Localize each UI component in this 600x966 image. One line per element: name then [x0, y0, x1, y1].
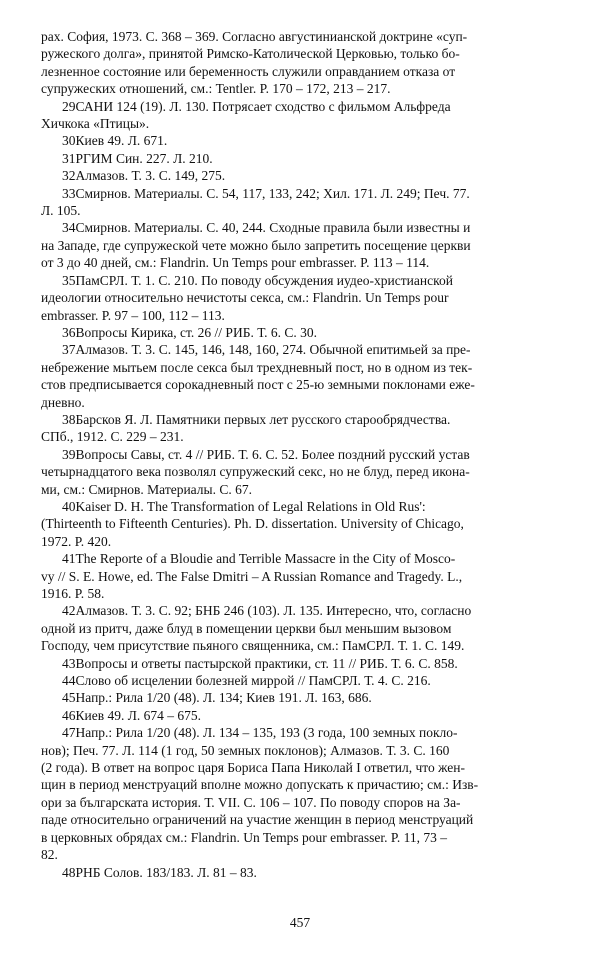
footnote-text: 1972. P. 420.	[41, 533, 112, 549]
footnote-number: 46	[62, 707, 76, 723]
footnote-number: 34	[62, 220, 76, 236]
footnote-text: на Западе, где супружеской чете можно было запретить посещение церкви	[41, 237, 471, 253]
footnote-text: четырнадцатого века позволял супружеский секс, но не блуд, перед икона-	[41, 464, 470, 480]
footnote-text: 1916. P. 58.	[41, 586, 105, 601]
footnote-text: Вопросы Кирика, ст. 26 // РИБ. Т. 6. С. 30.	[75, 324, 317, 340]
footnote-number: 47	[62, 725, 76, 741]
footnote-line	[41, 237, 557, 254]
footnote-line	[41, 45, 557, 62]
footnote-text: Киев 49. Л. 674 – 675.	[75, 707, 202, 723]
footnote-text: Барсков Я. Л. Памятники первых лет русского старообрядчества.	[75, 411, 451, 427]
footnote-text: СПб., 1912. С. 229 – 231.	[41, 429, 184, 445]
footnote-number: 37	[62, 342, 76, 358]
footnote-line	[41, 428, 557, 445]
footnote-text: Напр.: Рила 1/20 (48). Л. 134; Киев 191. Л. 163, 686.	[75, 690, 372, 706]
footnote-text: РГИМ Син. 227. Л. 210.	[75, 150, 213, 166]
footnote-line	[41, 481, 557, 498]
footnote-line-46	[41, 707, 557, 724]
footnote-number: 39	[62, 446, 76, 462]
footnote-text: рах. София, 1973. С. 368 – 369. Согласно августинианской доктрине «суп-	[41, 29, 468, 44]
footnote-number: 45	[62, 690, 76, 706]
footnote-text: ми, см.: Смирнов. Материалы. С. 67.	[41, 481, 252, 497]
footnote-text: 82.	[41, 847, 58, 863]
footnote-number: 44	[62, 673, 76, 689]
footnote-number: 35	[62, 272, 76, 288]
footnote-text: Напр.: Рила 1/20 (48). Л. 134 – 135, 193 (3 года, 100 земных покло-	[75, 725, 458, 741]
footnote-line	[41, 515, 557, 532]
footnote-line	[41, 811, 557, 828]
footnote-line	[41, 637, 557, 654]
footnote-line-36	[41, 324, 557, 341]
footnote-number: 36	[62, 324, 76, 340]
footnote-line-32	[41, 167, 557, 184]
footnote-text: САНИ 124 (19). Л. 130. Потрясает сходство с фильмом Альфреда	[75, 98, 451, 114]
footnote-text: Вопросы и ответы пастырской практики, ст. 11 // РИБ. Т. 6. С. 858.	[75, 655, 458, 671]
footnote-text: Смирнов. Материалы. С. 54, 117, 133, 242; Хил. 171. Л. 249; Печ. 77.	[75, 185, 470, 201]
footnote-line	[41, 115, 557, 132]
footnote-line-45	[41, 689, 557, 706]
footnote-text: Киев 49. Л. 671.	[75, 133, 168, 149]
footnote-line	[41, 463, 557, 480]
footnote-number: 42	[62, 603, 76, 619]
footnote-text: The Reporte of a Bloudie and Terrible Massacre in the City of Mosco-	[75, 551, 456, 567]
footnote-text: Смирнов. Материалы. С. 40, 244. Сходные правила были известны и	[75, 220, 471, 236]
footnote-line	[41, 376, 557, 393]
footnote-line-38	[41, 411, 557, 428]
footnote-text: дневно.	[41, 394, 85, 410]
footnote-line-31	[41, 150, 557, 167]
footnote-text: идеологии относительно нечистоты секса, см.: Flandrin. Un Temps pour	[41, 290, 449, 306]
footnote-text: (2 года). В ответ на вопрос царя Бориса Папа Николай I ответил, что жен-	[41, 760, 465, 776]
footnote-line	[41, 759, 557, 776]
footnote-text: небрежение мытьем после секса был трехдневный пост, но в одном из тек-	[41, 359, 473, 375]
footnote-text: Алмазов. Т. 3. С. 92; БНБ 246 (103). Л. 135. Интересно, что, согласно	[75, 603, 472, 619]
footnote-number: 40	[62, 498, 76, 514]
footnote-text: Л. 105.	[41, 203, 81, 219]
footnote-text: Kaiser D. H. The Transformation of Legal Relations in Old Rus':	[75, 498, 426, 514]
footnote-text: нов); Печ. 77. Л. 114 (1 год, 50 земных поклонов); Алмазов. Т. 3. С. 160	[41, 742, 450, 758]
footnote-line-48	[41, 864, 557, 881]
footnote-line-29	[41, 98, 557, 115]
page-number: 457	[289, 915, 311, 930]
footnote-line	[41, 394, 557, 411]
footnote-line	[41, 28, 557, 45]
footnote-text: стов предписывается сорокадневный пост с 25-ю земными поклонами еже-	[41, 377, 475, 393]
footnote-line	[41, 202, 557, 219]
footnote-line-43	[41, 655, 557, 672]
footnote-text: (Thirteenth to Fifteenth Centuries). Ph. D. dissertation. University of Chicago,	[41, 516, 464, 532]
footnote-line	[41, 63, 557, 80]
footnote-line	[41, 620, 557, 637]
footnote-number: 30	[62, 133, 76, 149]
footnote-text: ПамСРЛ. Т. 1. С. 210. По поводу обсуждения иудео-христианской	[75, 272, 453, 288]
footnote-line	[41, 307, 557, 324]
footnote-line	[41, 289, 557, 306]
footnote-line	[41, 80, 557, 97]
footnote-line-44	[41, 672, 557, 689]
footnote-line-40	[41, 498, 557, 515]
footnote-text: лезненное состояние или беременность служили оправданием отказа от	[41, 63, 456, 79]
footnote-line	[41, 829, 557, 846]
footnote-number: 48	[62, 864, 76, 880]
footnote-line-41	[41, 550, 557, 567]
footnote-number: 41	[62, 551, 76, 567]
footnote-line-35	[41, 272, 557, 289]
footnote-line	[41, 585, 557, 602]
footnote-number: 29	[62, 98, 76, 114]
footnotes-block	[41, 28, 557, 881]
footnote-text: vy // S. E. Howe, ed. The False Dmitri – A Russian Romance and Tragedy. L.,	[41, 568, 463, 584]
footnote-line-33	[41, 185, 557, 202]
footnote-text: ружеского долга», принятой Римско-Католической Церковью, только бо-	[41, 46, 460, 62]
footnote-line-42	[41, 602, 557, 619]
footnote-text: Вопросы Савы, ст. 4 // РИБ. Т. 6. С. 52. Более поздний русский устав	[75, 446, 470, 462]
footnote-text: Слово об исцелении болезней миррой // ПамСРЛ. Т. 4. С. 216.	[75, 673, 431, 689]
footnote-line-39	[41, 446, 557, 463]
footnote-line	[41, 533, 557, 550]
footnote-line-37	[41, 341, 557, 358]
footnote-line-47	[41, 724, 557, 741]
footnote-text: паде относительно ограничений на участие женщин в период менструаций	[41, 812, 474, 828]
footnote-text: Господу, чем присутствие пьяного священника, см.: ПамСРЛ. Т. 1. С. 149.	[41, 638, 465, 654]
footnote-line	[41, 254, 557, 271]
footnote-text: Алмазов. Т. 3. С. 145, 146, 148, 160, 274. Обычной епитимьей за пре-	[75, 342, 471, 358]
footnote-text: от 3 до 40 дней, см.: Flandrin. Un Temps pour embrasser. P. 113 – 114.	[41, 255, 430, 271]
footnote-line	[41, 359, 557, 376]
footnote-line	[41, 742, 557, 759]
footnote-text: Хичкока «Птицы».	[41, 116, 150, 132]
footnote-number: 31	[62, 150, 76, 166]
footnote-number: 33	[62, 185, 76, 201]
footnote-number: 38	[62, 411, 76, 427]
footnote-line	[41, 568, 557, 585]
footnote-line	[41, 846, 557, 863]
footnote-number: 32	[62, 168, 76, 184]
footnote-text: Алмазов. Т. 3. С. 149, 275.	[75, 168, 226, 184]
footnote-line-30	[41, 132, 557, 149]
footnote-text: в церковных обрядах см.: Flandrin. Un Temps pour embrasser. P. 11, 73 –	[41, 829, 448, 845]
footnote-text: ори за българската история. Т. VII. С. 106 – 107. По поводу споров на За-	[41, 794, 461, 810]
footnote-line	[41, 776, 557, 793]
footnote-number: 43	[62, 655, 76, 671]
footnote-text: одной из притч, даже блуд в помещении церкви был меньшим вызовом	[41, 620, 452, 636]
footnote-line	[41, 794, 557, 811]
footnote-text: РНБ Солов. 183/183. Л. 81 – 83.	[75, 864, 257, 880]
footnote-line-34	[41, 219, 557, 236]
footnote-text: щин в период менструаций вполне можно допускать к причастию; см.: Изв-	[41, 777, 479, 793]
footnote-text: embrasser. P. 97 – 100, 112 – 113.	[41, 307, 225, 323]
footnote-text: супружеских отношений, см.: Tentler. P. 170 – 172, 213 – 217.	[41, 81, 391, 97]
